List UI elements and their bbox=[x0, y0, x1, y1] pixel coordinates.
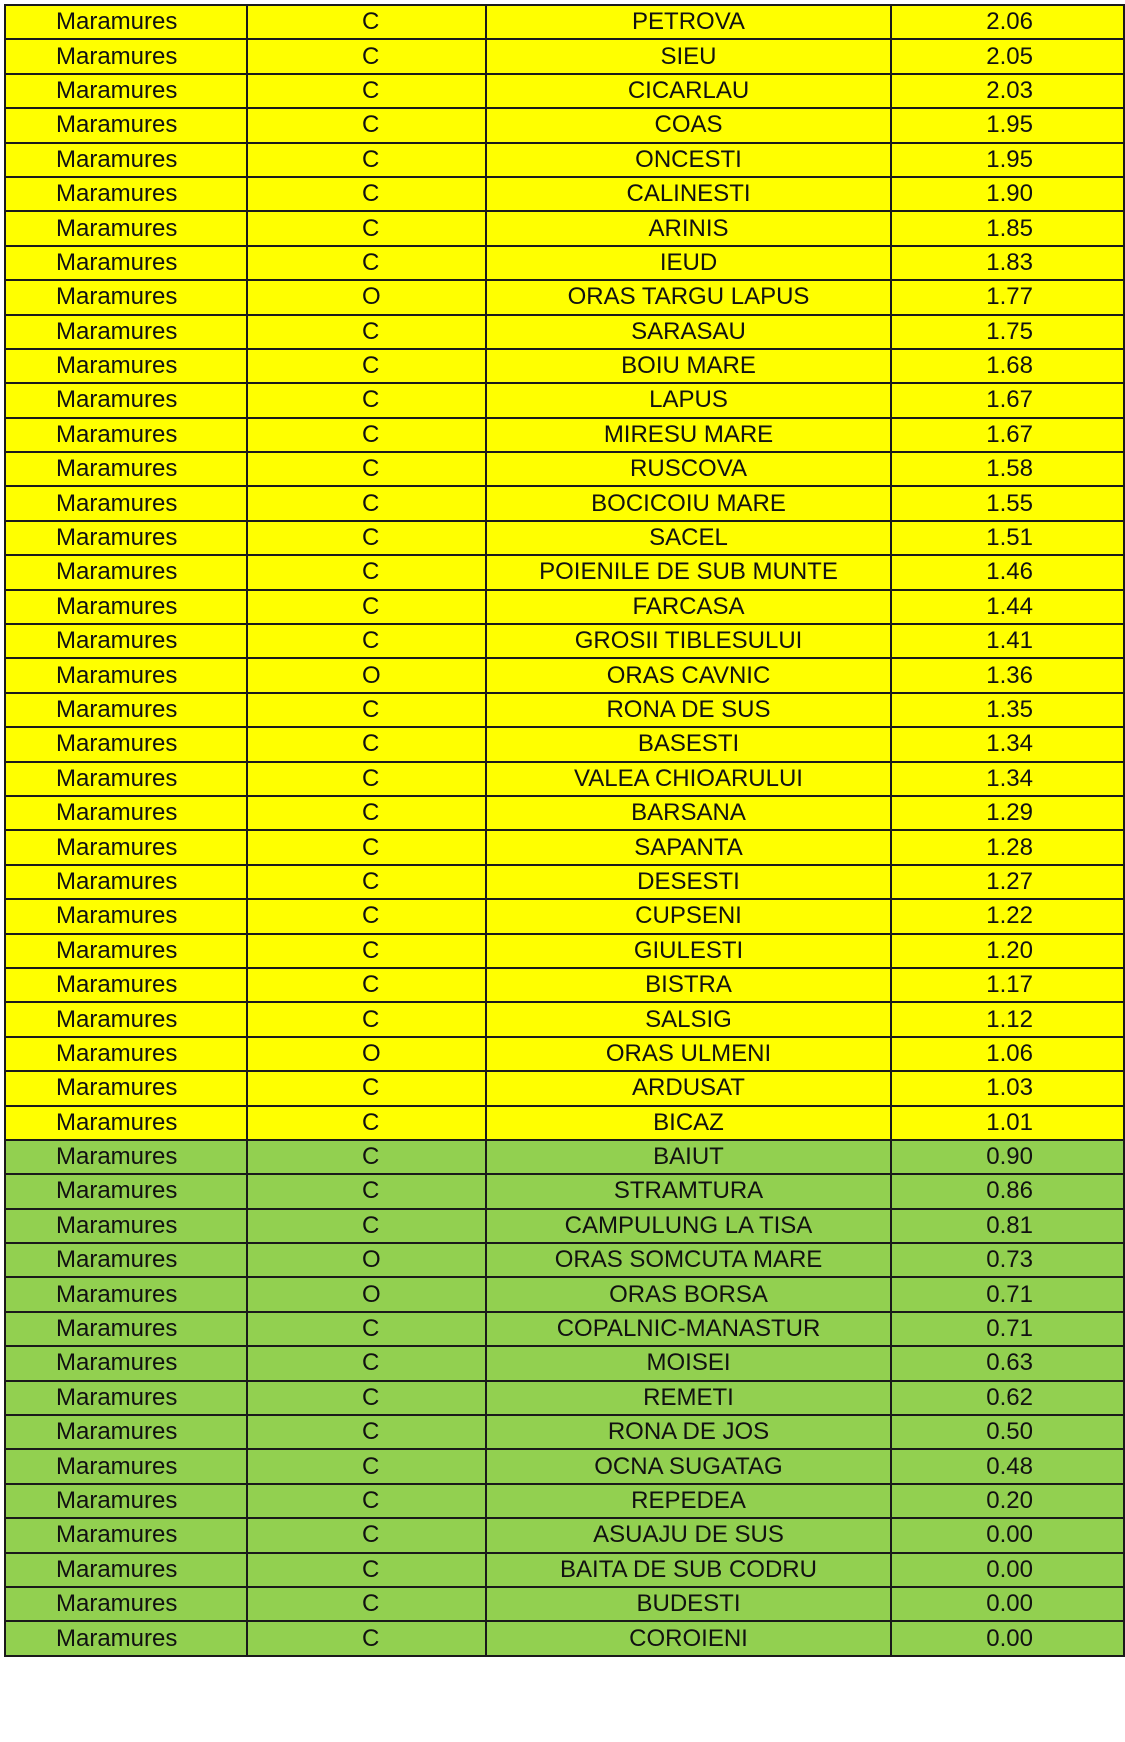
locality-cell: ORAS BORSA bbox=[486, 1277, 891, 1311]
table-row bbox=[5, 1346, 1124, 1380]
type-cell: C bbox=[247, 108, 486, 142]
type-cell: O bbox=[247, 280, 486, 314]
type-cell: C bbox=[247, 590, 486, 624]
locality-cell: SARASAU bbox=[486, 315, 891, 349]
table-row bbox=[5, 418, 1124, 452]
table-row bbox=[5, 1209, 1124, 1243]
value-cell: 1.17 bbox=[891, 968, 1124, 1002]
table-row bbox=[5, 177, 1124, 211]
value-cell: 1.58 bbox=[891, 452, 1124, 486]
county-cell: Maramures bbox=[5, 521, 247, 555]
type-cell: C bbox=[247, 762, 486, 796]
county-cell: Maramures bbox=[5, 899, 247, 933]
type-cell: C bbox=[247, 796, 486, 830]
value-cell: 1.28 bbox=[891, 830, 1124, 864]
value-cell: 1.12 bbox=[891, 1002, 1124, 1036]
type-cell: C bbox=[247, 177, 486, 211]
type-cell: C bbox=[247, 934, 486, 968]
type-cell: C bbox=[247, 1174, 486, 1208]
type-cell: C bbox=[247, 693, 486, 727]
table-row bbox=[5, 1140, 1124, 1174]
type-cell: C bbox=[247, 1209, 486, 1243]
table-row bbox=[5, 899, 1124, 933]
county-cell: Maramures bbox=[5, 1002, 247, 1036]
county-cell: Maramures bbox=[5, 1415, 247, 1449]
value-cell: 1.20 bbox=[891, 934, 1124, 968]
value-cell: 2.06 bbox=[891, 5, 1124, 39]
value-cell: 1.55 bbox=[891, 486, 1124, 520]
type-cell: C bbox=[247, 1106, 486, 1140]
value-cell: 1.01 bbox=[891, 1106, 1124, 1140]
table-row bbox=[5, 934, 1124, 968]
type-cell: C bbox=[247, 5, 486, 39]
value-cell: 1.22 bbox=[891, 899, 1124, 933]
value-cell: 1.35 bbox=[891, 693, 1124, 727]
value-cell: 0.86 bbox=[891, 1174, 1124, 1208]
locality-cell: SALSIG bbox=[486, 1002, 891, 1036]
table-row bbox=[5, 1553, 1124, 1587]
value-cell: 0.71 bbox=[891, 1312, 1124, 1346]
value-cell: 1.36 bbox=[891, 658, 1124, 692]
table-row bbox=[5, 555, 1124, 589]
value-cell: 1.29 bbox=[891, 796, 1124, 830]
county-cell: Maramures bbox=[5, 727, 247, 761]
type-cell: C bbox=[247, 315, 486, 349]
table-row bbox=[5, 693, 1124, 727]
table-row bbox=[5, 39, 1124, 73]
locality-cell: CAMPULUNG LA TISA bbox=[486, 1209, 891, 1243]
county-cell: Maramures bbox=[5, 796, 247, 830]
locality-cell: COPALNIC-MANASTUR bbox=[486, 1312, 891, 1346]
county-cell: Maramures bbox=[5, 1174, 247, 1208]
county-cell: Maramures bbox=[5, 177, 247, 211]
type-cell: C bbox=[247, 39, 486, 73]
locality-cell: ASUAJU DE SUS bbox=[486, 1518, 891, 1552]
county-cell: Maramures bbox=[5, 1209, 247, 1243]
type-cell: C bbox=[247, 383, 486, 417]
locality-cell: COAS bbox=[486, 108, 891, 142]
value-cell: 1.44 bbox=[891, 590, 1124, 624]
value-cell: 1.34 bbox=[891, 762, 1124, 796]
type-cell: C bbox=[247, 1484, 486, 1518]
value-cell: 0.50 bbox=[891, 1415, 1124, 1449]
type-cell: C bbox=[247, 1346, 486, 1380]
locality-cell: SAPANTA bbox=[486, 830, 891, 864]
type-cell: C bbox=[247, 968, 486, 1002]
table-row bbox=[5, 796, 1124, 830]
county-cell: Maramures bbox=[5, 830, 247, 864]
locality-cell: SIEU bbox=[486, 39, 891, 73]
county-cell: Maramures bbox=[5, 39, 247, 73]
locality-cell: ORAS CAVNIC bbox=[486, 658, 891, 692]
table-row bbox=[5, 1484, 1124, 1518]
locality-cell: BAITA DE SUB CODRU bbox=[486, 1553, 891, 1587]
table-row bbox=[5, 280, 1124, 314]
type-cell: O bbox=[247, 1277, 486, 1311]
value-cell: 0.62 bbox=[891, 1381, 1124, 1415]
type-cell: C bbox=[247, 1002, 486, 1036]
table-row bbox=[5, 108, 1124, 142]
value-cell: 0.71 bbox=[891, 1277, 1124, 1311]
locality-cell: GROSII TIBLESULUI bbox=[486, 624, 891, 658]
value-cell: 1.77 bbox=[891, 280, 1124, 314]
table-row bbox=[5, 1174, 1124, 1208]
table-row bbox=[5, 383, 1124, 417]
type-cell: C bbox=[247, 246, 486, 280]
locality-cell: BAIUT bbox=[486, 1140, 891, 1174]
locality-cell: OCNA SUGATAG bbox=[486, 1449, 891, 1483]
county-cell: Maramures bbox=[5, 1518, 247, 1552]
table-row bbox=[5, 1277, 1124, 1311]
value-cell: 0.90 bbox=[891, 1140, 1124, 1174]
value-cell: 0.20 bbox=[891, 1484, 1124, 1518]
table-row bbox=[5, 1002, 1124, 1036]
locality-cell: CICARLAU bbox=[486, 74, 891, 108]
locality-cell: COROIENI bbox=[486, 1621, 891, 1655]
county-cell: Maramures bbox=[5, 74, 247, 108]
type-cell: O bbox=[247, 658, 486, 692]
value-cell: 1.51 bbox=[891, 521, 1124, 555]
county-cell: Maramures bbox=[5, 349, 247, 383]
county-cell: Maramures bbox=[5, 1484, 247, 1518]
locality-cell: REMETI bbox=[486, 1381, 891, 1415]
county-cell: Maramures bbox=[5, 108, 247, 142]
locality-cell: BUDESTI bbox=[486, 1587, 891, 1621]
table-body bbox=[5, 5, 1124, 1656]
value-cell: 0.00 bbox=[891, 1621, 1124, 1655]
county-cell: Maramures bbox=[5, 1140, 247, 1174]
type-cell: C bbox=[247, 1071, 486, 1105]
table-row bbox=[5, 315, 1124, 349]
county-cell: Maramures bbox=[5, 1621, 247, 1655]
table-row bbox=[5, 1312, 1124, 1346]
table-row bbox=[5, 830, 1124, 864]
county-cell: Maramures bbox=[5, 1587, 247, 1621]
locality-cell: RONA DE JOS bbox=[486, 1415, 891, 1449]
locality-cell: DESESTI bbox=[486, 865, 891, 899]
locality-cell: BISTRA bbox=[486, 968, 891, 1002]
table-row bbox=[5, 246, 1124, 280]
value-cell: 0.81 bbox=[891, 1209, 1124, 1243]
locality-cell: STRAMTURA bbox=[486, 1174, 891, 1208]
table-row bbox=[5, 1415, 1124, 1449]
value-cell: 0.48 bbox=[891, 1449, 1124, 1483]
value-cell: 1.34 bbox=[891, 727, 1124, 761]
table-row bbox=[5, 349, 1124, 383]
type-cell: C bbox=[247, 727, 486, 761]
value-cell: 0.00 bbox=[891, 1518, 1124, 1552]
locality-cell: PETROVA bbox=[486, 5, 891, 39]
county-cell: Maramures bbox=[5, 762, 247, 796]
type-cell: C bbox=[247, 1415, 486, 1449]
type-cell: C bbox=[247, 521, 486, 555]
value-cell: 2.05 bbox=[891, 39, 1124, 73]
locality-cell: BASESTI bbox=[486, 727, 891, 761]
value-cell: 0.63 bbox=[891, 1346, 1124, 1380]
type-cell: C bbox=[247, 899, 486, 933]
county-cell: Maramures bbox=[5, 418, 247, 452]
value-cell: 1.90 bbox=[891, 177, 1124, 211]
type-cell: C bbox=[247, 1518, 486, 1552]
type-cell: C bbox=[247, 865, 486, 899]
type-cell: C bbox=[247, 486, 486, 520]
county-cell: Maramures bbox=[5, 934, 247, 968]
locality-cell: IEUD bbox=[486, 246, 891, 280]
locality-cell: RUSCOVA bbox=[486, 452, 891, 486]
locality-cell: RONA DE SUS bbox=[486, 693, 891, 727]
county-cell: Maramures bbox=[5, 1312, 247, 1346]
table-row bbox=[5, 452, 1124, 486]
type-cell: C bbox=[247, 830, 486, 864]
locality-cell: BOIU MARE bbox=[486, 349, 891, 383]
value-cell: 1.85 bbox=[891, 211, 1124, 245]
locality-cell: CUPSENI bbox=[486, 899, 891, 933]
type-cell: C bbox=[247, 452, 486, 486]
table-row bbox=[5, 865, 1124, 899]
county-cell: Maramures bbox=[5, 624, 247, 658]
type-cell: C bbox=[247, 418, 486, 452]
locality-cell: BOCICOIU MARE bbox=[486, 486, 891, 520]
table-row bbox=[5, 590, 1124, 624]
locality-cell: REPEDEA bbox=[486, 1484, 891, 1518]
locality-cell: SACEL bbox=[486, 521, 891, 555]
table-row bbox=[5, 1621, 1124, 1655]
table-row bbox=[5, 74, 1124, 108]
type-cell: C bbox=[247, 624, 486, 658]
value-cell: 0.00 bbox=[891, 1587, 1124, 1621]
locality-cell: MIRESU MARE bbox=[486, 418, 891, 452]
county-cell: Maramures bbox=[5, 1381, 247, 1415]
locality-cell: BARSANA bbox=[486, 796, 891, 830]
type-cell: C bbox=[247, 349, 486, 383]
county-cell: Maramures bbox=[5, 1037, 247, 1071]
table-row bbox=[5, 762, 1124, 796]
county-cell: Maramures bbox=[5, 693, 247, 727]
locality-cell: ORAS SOMCUTA MARE bbox=[486, 1243, 891, 1277]
table-row bbox=[5, 968, 1124, 1002]
value-cell: 1.03 bbox=[891, 1071, 1124, 1105]
value-cell: 1.83 bbox=[891, 246, 1124, 280]
locality-cell: ARDUSAT bbox=[486, 1071, 891, 1105]
locality-cell: ONCESTI bbox=[486, 143, 891, 177]
table-row bbox=[5, 1518, 1124, 1552]
value-cell: 1.67 bbox=[891, 418, 1124, 452]
table-row bbox=[5, 1106, 1124, 1140]
county-cell: Maramures bbox=[5, 865, 247, 899]
table-row bbox=[5, 658, 1124, 692]
county-cell: Maramures bbox=[5, 1243, 247, 1277]
county-cell: Maramures bbox=[5, 5, 247, 39]
table-row bbox=[5, 521, 1124, 555]
type-cell: C bbox=[247, 143, 486, 177]
table-row bbox=[5, 624, 1124, 658]
value-cell: 1.41 bbox=[891, 624, 1124, 658]
table-row bbox=[5, 486, 1124, 520]
locality-cell: LAPUS bbox=[486, 383, 891, 417]
county-cell: Maramures bbox=[5, 555, 247, 589]
locality-cell: ORAS ULMENI bbox=[486, 1037, 891, 1071]
table-row bbox=[5, 1381, 1124, 1415]
type-cell: C bbox=[247, 1140, 486, 1174]
type-cell: C bbox=[247, 1449, 486, 1483]
table-row bbox=[5, 727, 1124, 761]
type-cell: C bbox=[247, 211, 486, 245]
type-cell: C bbox=[247, 1587, 486, 1621]
locality-cell: POIENILE DE SUB MUNTE bbox=[486, 555, 891, 589]
locality-cell: CALINESTI bbox=[486, 177, 891, 211]
value-cell: 1.95 bbox=[891, 143, 1124, 177]
value-cell: 1.46 bbox=[891, 555, 1124, 589]
value-cell: 0.73 bbox=[891, 1243, 1124, 1277]
county-cell: Maramures bbox=[5, 968, 247, 1002]
county-cell: Maramures bbox=[5, 486, 247, 520]
value-cell: 1.95 bbox=[891, 108, 1124, 142]
value-cell: 1.67 bbox=[891, 383, 1124, 417]
locality-cell: FARCASA bbox=[486, 590, 891, 624]
value-cell: 1.06 bbox=[891, 1037, 1124, 1071]
county-cell: Maramures bbox=[5, 383, 247, 417]
table-row bbox=[5, 143, 1124, 177]
type-cell: C bbox=[247, 555, 486, 589]
type-cell: C bbox=[247, 74, 486, 108]
value-cell: 1.68 bbox=[891, 349, 1124, 383]
table-row bbox=[5, 211, 1124, 245]
locality-cell: MOISEI bbox=[486, 1346, 891, 1380]
county-cell: Maramures bbox=[5, 143, 247, 177]
type-cell: O bbox=[247, 1243, 486, 1277]
table-row bbox=[5, 1587, 1124, 1621]
type-cell: O bbox=[247, 1037, 486, 1071]
table-row bbox=[5, 1243, 1124, 1277]
locality-cell: BICAZ bbox=[486, 1106, 891, 1140]
value-cell: 0.00 bbox=[891, 1553, 1124, 1587]
county-cell: Maramures bbox=[5, 1553, 247, 1587]
table-row bbox=[5, 1449, 1124, 1483]
county-cell: Maramures bbox=[5, 1106, 247, 1140]
locality-cell: ARINIS bbox=[486, 211, 891, 245]
county-cell: Maramures bbox=[5, 315, 247, 349]
value-cell: 2.03 bbox=[891, 74, 1124, 108]
value-cell: 1.27 bbox=[891, 865, 1124, 899]
type-cell: C bbox=[247, 1312, 486, 1346]
county-cell: Maramures bbox=[5, 1346, 247, 1380]
county-cell: Maramures bbox=[5, 280, 247, 314]
county-cell: Maramures bbox=[5, 452, 247, 486]
county-cell: Maramures bbox=[5, 211, 247, 245]
county-cell: Maramures bbox=[5, 658, 247, 692]
data-table bbox=[4, 4, 1125, 1657]
county-cell: Maramures bbox=[5, 1071, 247, 1105]
county-cell: Maramures bbox=[5, 1277, 247, 1311]
locality-cell: GIULESTI bbox=[486, 934, 891, 968]
locality-cell: ORAS TARGU LAPUS bbox=[486, 280, 891, 314]
table-row bbox=[5, 1071, 1124, 1105]
county-cell: Maramures bbox=[5, 1449, 247, 1483]
value-cell: 1.75 bbox=[891, 315, 1124, 349]
county-cell: Maramures bbox=[5, 246, 247, 280]
county-cell: Maramures bbox=[5, 590, 247, 624]
table-row bbox=[5, 5, 1124, 39]
type-cell: C bbox=[247, 1621, 486, 1655]
type-cell: C bbox=[247, 1381, 486, 1415]
table-row bbox=[5, 1037, 1124, 1071]
type-cell: C bbox=[247, 1553, 486, 1587]
locality-cell: VALEA CHIOARULUI bbox=[486, 762, 891, 796]
